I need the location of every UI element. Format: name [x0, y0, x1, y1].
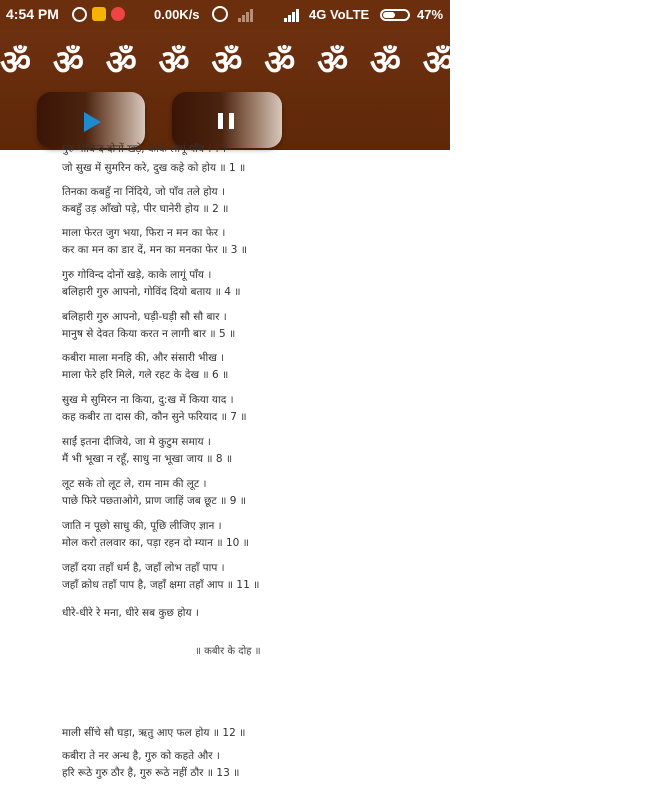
dohe-list[interactable]	[0, 143, 450, 800]
verse-line: तिनका कबहुँ ना निंदिये, जो पाँव तले होय ।	[62, 186, 225, 198]
verse-line: माला फेरत जुग भया, फिरा न मन का फेर ।	[62, 227, 226, 239]
verse-item	[62, 392, 247, 426]
network-type: 4G VoLTE	[309, 7, 370, 22]
om-symbol-banner: ॐ ॐ ॐ ॐ ॐ ॐ ॐ ॐ ॐ ॐ ॐ ॐ ॐ	[0, 43, 670, 83]
status-time: 4:54 PM	[6, 6, 59, 22]
verse-line: माली सींचे सौ घड़ा, ऋतु आए फल होय ॥ 12 ॥	[62, 727, 246, 739]
verse-line: गुरु गोविन्द दोनों खड़े, काके लागूं पाँय ।	[62, 269, 212, 281]
partially-hidden-line: गुरु गोविन्द दोनों खड़े, काके लागूं पाँय । । ।	[62, 143, 226, 155]
verse-line: पाछे फिरे पछताओगे, प्राण जाहिं जब छूट ॥ 9 ॥	[62, 495, 247, 507]
verse-line: जहाँ दया तहाँ धर्म है, जहाँ लोभ तहाँ पाप ।	[62, 562, 225, 574]
verse-line: बलिहारी गुरु आपनो, गोविंद दियो बताय ॥ 4 ॥	[62, 286, 241, 298]
verse-line: लूट सके तो लूट ले, राम नाम की लूट ।	[62, 478, 207, 490]
verse-line: जो सुख में सुमरिन करे, दुख कहे को होय ॥ 1 ॥	[62, 162, 246, 174]
battery-percent: 47%	[417, 7, 444, 22]
verse-line: जहाँ क्रोध तहाँ पाप है, जहाँ क्षमा तहाँ आप ॥ 11 ॥	[62, 579, 260, 591]
verse-item	[62, 267, 241, 301]
play-button[interactable]	[37, 92, 145, 148]
verse-item	[62, 725, 245, 742]
verse-item	[62, 350, 228, 384]
pause-button[interactable]	[172, 92, 282, 148]
verse-item	[62, 518, 249, 552]
verse-item	[62, 309, 235, 343]
verse-line: बलिहारी गुरु आपनो, घड़ी-घड़ी सौ सौ बार ।	[62, 311, 227, 323]
status-bar	[0, 0, 450, 30]
verse-item	[62, 160, 245, 177]
battery-icon	[380, 9, 410, 21]
verse-line: कबीरा माला मनहि की, और संसारी भीख ।	[62, 352, 225, 364]
verse-item	[62, 434, 232, 468]
verse-item	[62, 225, 247, 259]
section-caption: ॥ कबीर के दोह ॥	[195, 646, 261, 657]
notification-icons	[72, 7, 125, 23]
alarm-icon	[212, 6, 228, 22]
verse-item	[62, 748, 239, 782]
verse-line: साईं इतना दीजिये, जा मे कुटुम समाय ।	[62, 436, 211, 448]
app-notification-icon	[111, 7, 125, 21]
verse-line: मैं भी भूखा न रहूँ, साधु ना भूखा जाय ॥ 8 ॥	[62, 453, 233, 465]
verse-item	[62, 184, 228, 218]
verse-item	[62, 476, 246, 510]
whatsapp-icon	[72, 7, 87, 22]
pause-icon	[217, 113, 235, 129]
verse-line: जाति न पूछो साधु की, पूछि लीजिए ज्ञान ।	[62, 520, 222, 532]
verse-line: मानुष से देवत किया करत न लागी बार ॥ 5 ॥	[62, 328, 236, 340]
verse-line: सुख मे सुमिरन ना किया, दु:ख में किया याद ।	[62, 394, 234, 406]
verse-line: मोल करो तलवार का, पड़ा रहन दो म्यान ॥ 10 ॥	[62, 537, 249, 549]
play-icon	[84, 112, 101, 132]
signal-icon-sim1	[238, 8, 253, 22]
signal-icon-sim2	[284, 8, 299, 22]
verse-item	[62, 560, 259, 594]
network-speed: 0.00K/s	[154, 7, 200, 22]
verse-line: हरि रूठे गुरु ठौर है, गुरु रूठे नहीं ठौर ॥ 13 ॥	[62, 767, 240, 779]
verse-line: कह कबीर ता दास की, कौन सुने फरियाद ॥ 7 ॥	[62, 411, 247, 423]
verse-line: माला फेरे हरि मिले, गले रहट के देख ॥ 6 ॥	[62, 369, 229, 381]
verse-line: कबीरा ते नर अन्ध है, गुरु को कहते और ।	[62, 750, 220, 762]
verse-line: कर का मन का डार दें, मन का मनका फेर ॥ 3 ॥	[62, 244, 248, 256]
verse-item	[62, 605, 199, 622]
verse-line: कबहुँ उड़ आँखो पड़े, पीर घानेरी होय ॥ 2 ॥	[62, 203, 229, 215]
message-icon	[92, 7, 106, 21]
verse-line: धीरे-धीरे रे मना, धीरे सब कुछ होय ।	[62, 607, 199, 619]
